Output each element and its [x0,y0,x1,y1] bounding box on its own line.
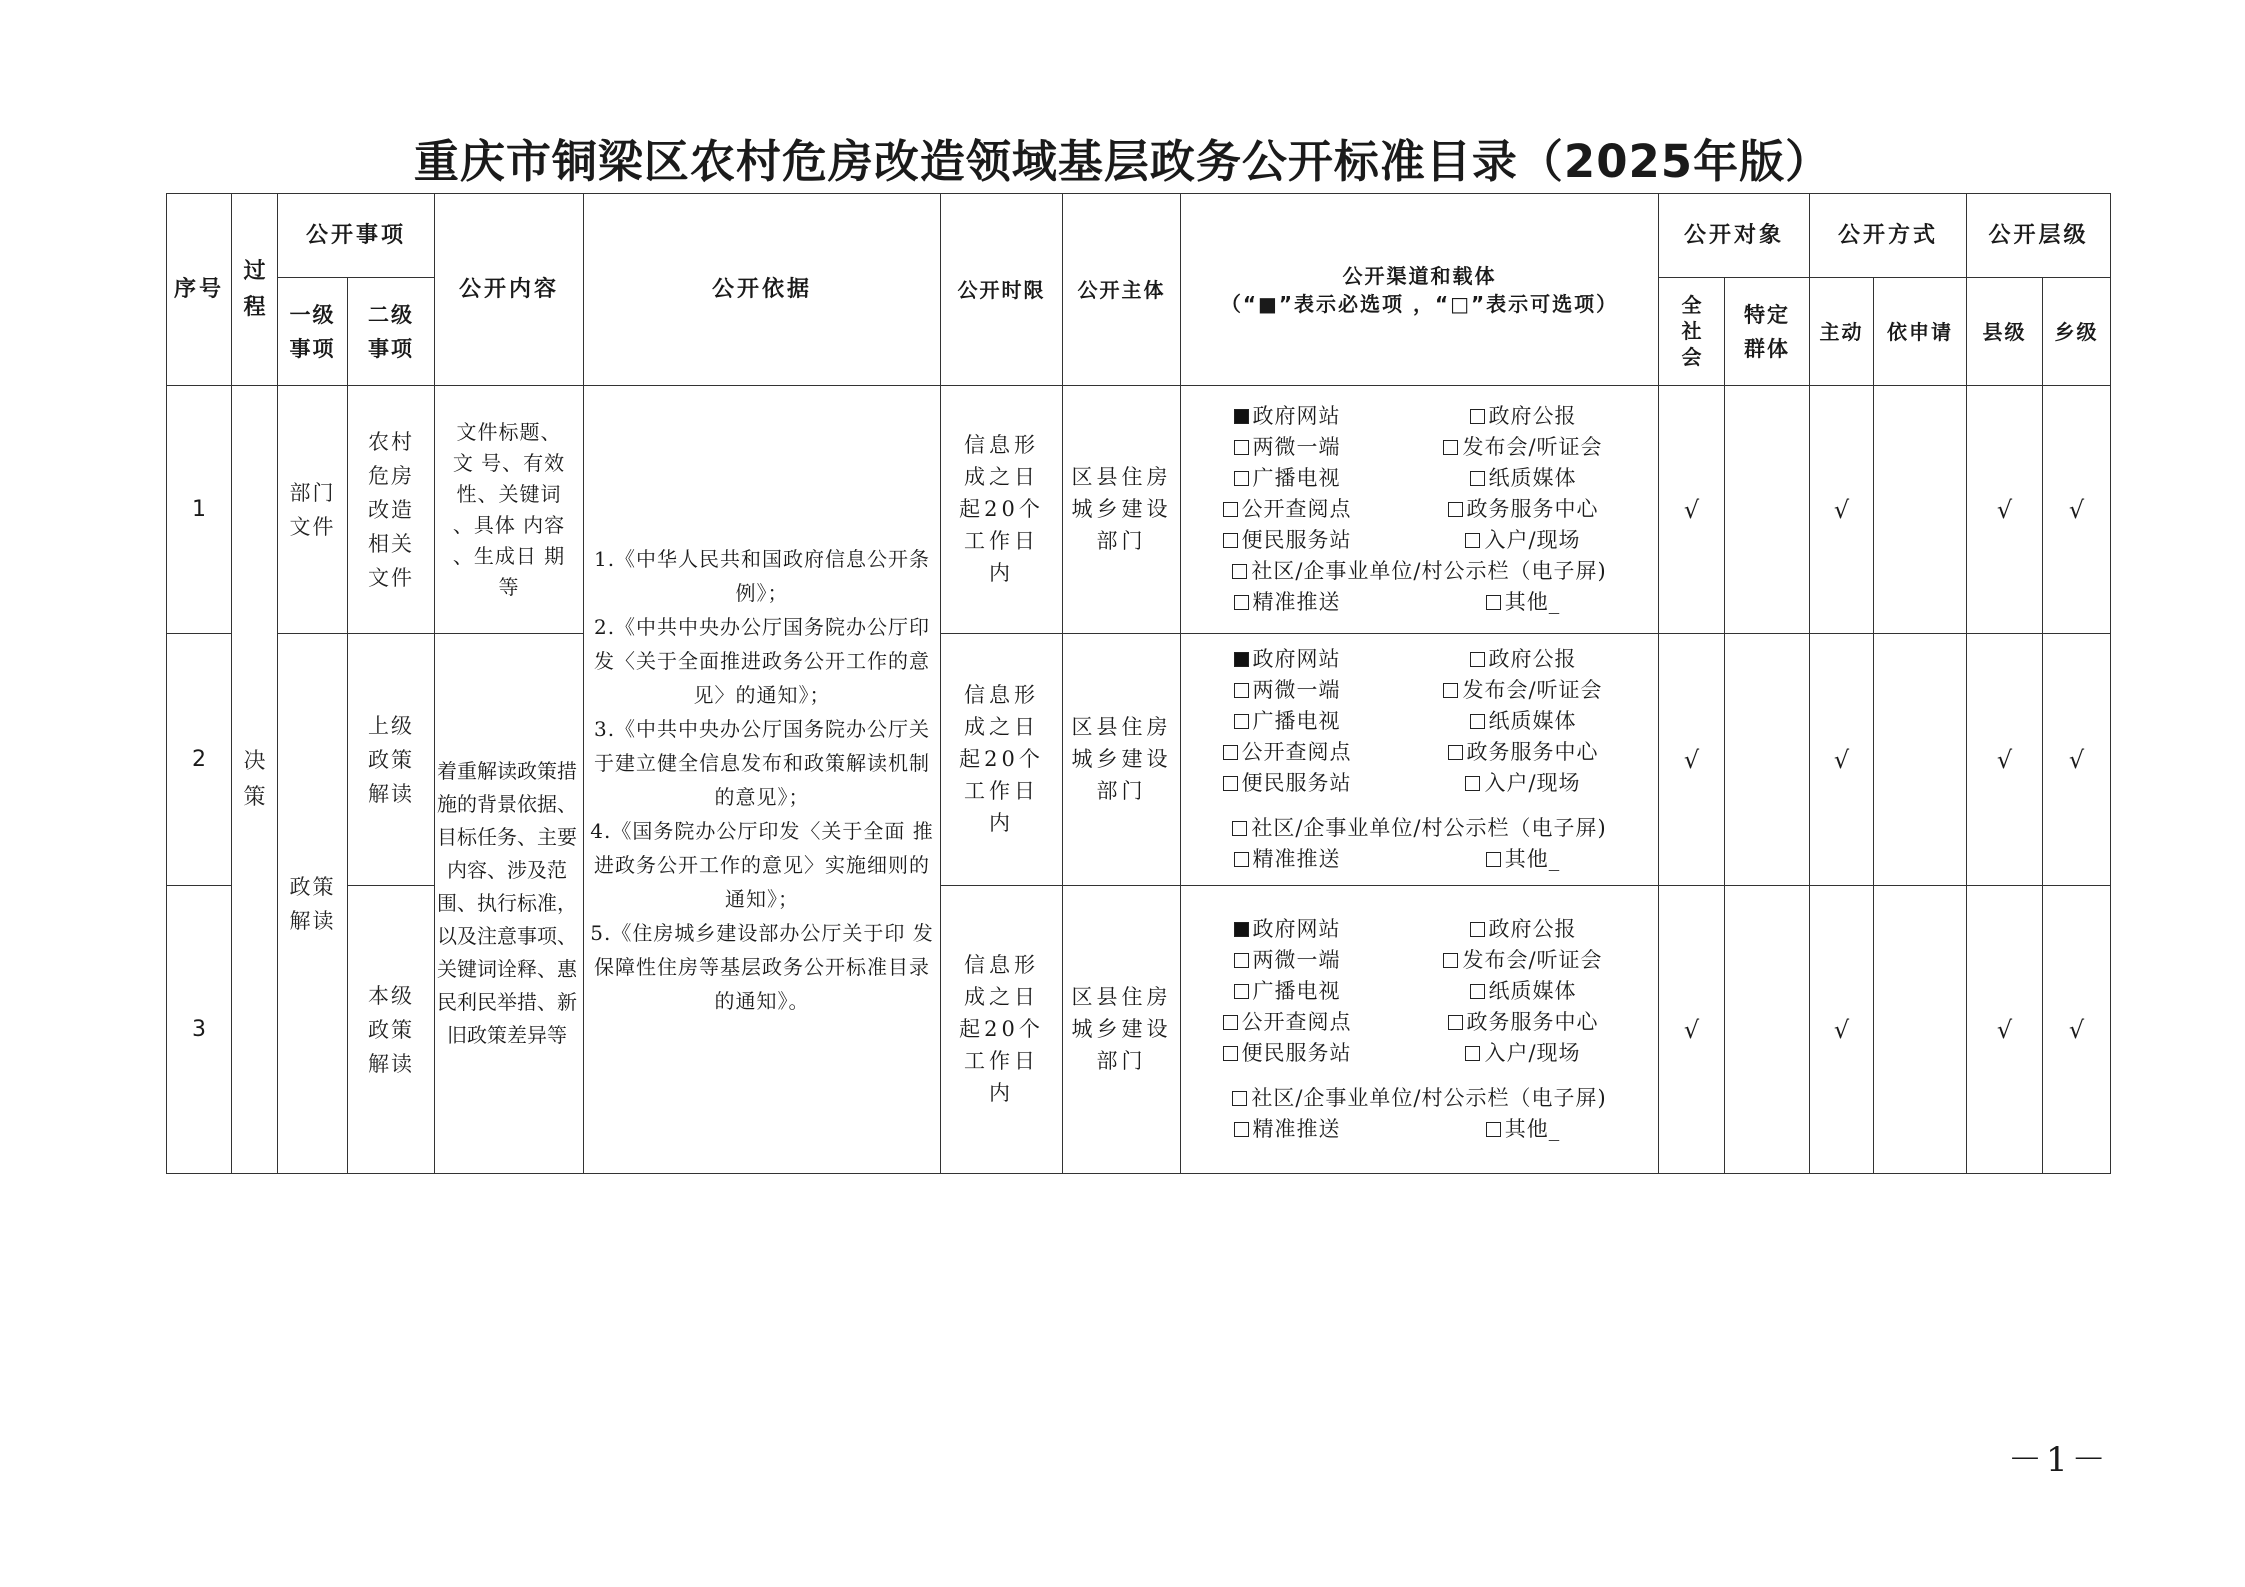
channel-option [1181,494,1393,525]
channel-option-label: 两微一端 [1252,948,1341,972]
empty-checkbox-icon [1448,745,1463,760]
content-cell: 文件标题、 文 号、有效 性、关键词 、具体 内容 、生成日 期 等 [435,386,584,634]
channel-option-label: 政府公报 [1488,647,1577,671]
subject-cell: 区县住房城乡建设部门 [1063,634,1181,886]
empty-checkbox-icon [1470,409,1485,424]
channel-option-label: 两微一端 [1252,435,1341,459]
channel-option-label: 精准推送 [1252,1117,1341,1141]
empty-checkbox-icon [1470,984,1485,999]
channel-option [1393,737,1653,768]
channel-option [1393,1114,1653,1145]
empty-checkbox-icon [1234,953,1249,968]
channel-option-label: 政务服务中心 [1466,497,1599,521]
empty-checkbox-icon [1486,1122,1501,1137]
row-seq: 1 [167,386,232,634]
empty-checkbox-icon [1234,714,1249,729]
channels-cell [1181,634,1659,886]
empty-checkbox-icon [1232,821,1247,836]
time-limit-cell: 信息形成之日起20个工作日内 [941,886,1063,1174]
empty-checkbox-icon [1470,652,1485,667]
row-seq: 3 [167,886,232,1174]
empty-checkbox-icon [1223,533,1238,548]
channel-option-label: 广播电视 [1252,979,1341,1003]
empty-checkbox-icon [1470,714,1485,729]
channel-option-label: 广播电视 [1252,709,1341,733]
channel-option [1393,914,1653,945]
empty-checkbox-icon [1234,852,1249,867]
county-mark: √ [1967,634,2043,886]
table-row [167,634,2111,886]
channel-option [1181,914,1393,945]
basis-item-3: 3.《中共中央办公厅国务院办公厅关于建立健全信息发布和政策解读机制的意见》； [593,716,931,809]
basis-item-4: 4.《国务院办公厅印发〈关于全面 推进政务公开工作的意见〉实施细则的通知》； [590,818,934,911]
channel-option [1393,1007,1653,1038]
empty-checkbox-icon [1470,922,1485,937]
channel-option [1393,844,1653,875]
channel-option-label: 其他_ [1504,590,1561,614]
channel-option-label: 精准推送 [1252,590,1341,614]
process-cell: 决策 [232,386,278,1174]
on-request-mark [1874,886,1967,1174]
on-request-mark [1874,386,1967,634]
channels-cell [1181,386,1659,634]
channel-option-label: 便民服务站 [1241,1041,1352,1065]
header-process: 过程 [232,194,278,386]
channel-option [1393,644,1653,675]
empty-checkbox-icon [1232,564,1247,579]
channel-option [1393,1038,1653,1069]
empty-checkbox-icon [1223,776,1238,791]
empty-checkbox-icon [1465,776,1480,791]
channel-option [1393,463,1653,494]
channel-option [1393,706,1653,737]
channel-option-label: 两微一端 [1252,678,1341,702]
empty-checkbox-icon [1234,440,1249,455]
empty-checkbox-icon [1223,1046,1238,1061]
table-row [167,386,2111,634]
channel-option [1181,1114,1393,1145]
on-request-mark [1874,634,1967,886]
township-mark: √ [2043,634,2111,886]
channel-option-label: 纸质媒体 [1488,979,1577,1003]
channel-option [1181,675,1393,706]
channel-option-label: 纸质媒体 [1488,466,1577,490]
channel-option-label: 其他_ [1504,847,1561,871]
channel-option [1181,768,1393,799]
empty-checkbox-icon [1234,683,1249,698]
active-mark: √ [1810,886,1874,1174]
channel-option-label: 发布会/听证会 [1462,678,1603,702]
channel-option [1393,401,1653,432]
header-channel-title: 公开渠道和载体 [1342,263,1497,288]
channel-option-label: 纸质媒体 [1488,709,1577,733]
level2-cell: 本级政策解读 [348,886,435,1174]
channel-option-label: 政府网站 [1252,647,1341,671]
empty-checkbox-icon [1448,502,1463,517]
channel-option-label: 公开查阅点 [1241,497,1352,521]
channel-option [1181,587,1393,618]
channel-option-label: 公开查阅点 [1241,740,1352,764]
basis-item-1: 1.《中华人民共和国政府信息公开条例》； [593,546,931,605]
channel-option [1393,768,1653,799]
channel-option [1181,1038,1393,1069]
empty-checkbox-icon [1234,1122,1249,1137]
empty-checkbox-icon [1470,471,1485,486]
level2-cell: 农村危房改造相关文件 [348,386,435,634]
header-on-request: 依申请 [1874,278,1967,386]
channel-option [1181,432,1393,463]
specific-group-mark [1725,386,1810,634]
empty-checkbox-icon [1232,1091,1247,1106]
header-level2: 二级事项 [348,278,435,386]
channel-option-label: 政府网站 [1252,917,1341,941]
whole-society-mark: √ [1659,634,1725,886]
header-active: 主动 [1810,278,1874,386]
channel-option-label: 社区/企事业单位/村公示栏（电子屏) [1251,816,1607,840]
header-channel [1181,194,1659,386]
channel-option [1393,432,1653,463]
channel-option [1232,816,1606,840]
header-level1: 一级事项 [278,278,348,386]
channel-option [1393,675,1653,706]
channel-option-label: 发布会/听证会 [1462,948,1603,972]
header-township: 乡级 [2043,278,2111,386]
filled-checkbox-icon [1234,409,1249,424]
township-mark: √ [2043,886,2111,1174]
channel-option-label: 政务服务中心 [1466,1010,1599,1034]
channel-option-label: 政务服务中心 [1466,740,1599,764]
county-mark: √ [1967,386,2043,634]
level2-cell: 上级政策解读 [348,634,435,886]
time-limit-cell: 信息形成之日起20个工作日内 [941,386,1063,634]
empty-checkbox-icon [1486,852,1501,867]
channel-option-label: 入户/现场 [1484,1041,1581,1065]
header-time-limit: 公开时限 [941,194,1063,386]
channel-option [1393,587,1653,618]
empty-checkbox-icon [1443,953,1458,968]
channel-option [1393,525,1653,556]
filled-checkbox-icon [1234,652,1249,667]
empty-checkbox-icon [1448,1015,1463,1030]
empty-checkbox-icon [1234,595,1249,610]
whole-society-mark: √ [1659,886,1725,1174]
empty-checkbox-icon [1486,595,1501,610]
basis-item-5: 5.《住房城乡建设部办公厅关于印 发保障性住房等基层政务公开标准目录的通知》。 [590,920,934,1013]
header-county: 县级 [1967,278,2043,386]
row-seq: 2 [167,634,232,886]
empty-checkbox-icon [1223,1015,1238,1030]
time-limit-cell: 信息形成之日起20个工作日内 [941,634,1063,886]
level1-cell: 政策解读 [278,634,348,1174]
channel-option-label: 社区/企事业单位/村公示栏（电子屏) [1251,559,1607,583]
channel-option [1181,737,1393,768]
channel-option [1181,976,1393,1007]
channel-option [1393,945,1653,976]
channel-option [1393,976,1653,1007]
channel-option-label: 便民服务站 [1241,528,1352,552]
basis-item-2: 2.《中共中央办公厅国务院办公厅印发〈关于全面推进政务公开工作的意见〉的通知》； [593,614,931,707]
page-number: －1－ [2008,1440,2110,1480]
filled-checkbox-icon [1234,922,1249,937]
channel-option-label: 政府公报 [1488,917,1577,941]
empty-checkbox-icon [1234,984,1249,999]
channel-option-label: 政府公报 [1488,404,1577,428]
empty-checkbox-icon [1465,533,1480,548]
empty-checkbox-icon [1234,471,1249,486]
channel-option [1181,401,1393,432]
township-mark: √ [2043,386,2111,634]
header-basis: 公开依据 [584,194,941,386]
channels-cell [1181,886,1659,1174]
header-content: 公开内容 [435,194,584,386]
specific-group-mark [1725,634,1810,886]
empty-checkbox-icon [1443,683,1458,698]
channel-option-label: 便民服务站 [1241,771,1352,795]
header-specific-group: 特定群体 [1725,278,1810,386]
subject-cell: 区县住房城乡建设部门 [1063,386,1181,634]
header-level: 公开层级 [1967,194,2111,278]
channel-option [1181,1007,1393,1038]
channel-option [1393,494,1653,525]
header-method: 公开方式 [1810,194,1967,278]
channel-option-label: 入户/现场 [1484,771,1581,795]
active-mark: √ [1810,386,1874,634]
whole-society-mark: √ [1659,386,1725,634]
content-cell: 着重解读政策措施的背景依据、目标任务、主要内容、涉及范围、执行标准，以及注意事项、关键词诠释、惠民利民举措、新旧政策差异等 [435,634,584,1174]
channel-option-label: 公开查阅点 [1241,1010,1352,1034]
header-target: 公开对象 [1659,194,1810,278]
level1-cell: 部门文件 [278,386,348,634]
channel-option [1181,463,1393,494]
channel-option-label: 精准推送 [1252,847,1341,871]
channel-option-label: 广播电视 [1252,466,1341,490]
channel-option [1181,525,1393,556]
empty-checkbox-icon [1223,745,1238,760]
document-title: 重庆市铜梁区农村危房改造领域基层政务公开标准目录（2025年版） [413,135,1832,188]
channel-option-label: 政府网站 [1252,404,1341,428]
subject-cell: 区县住房城乡建设部门 [1063,886,1181,1174]
header-seq: 序号 [167,194,232,386]
channel-option-label: 入户/现场 [1484,528,1581,552]
header-row-1 [167,194,2111,278]
basis-cell [584,386,941,1174]
channel-option-label: 社区/企事业单位/村公示栏（电子屏) [1251,1086,1607,1110]
channel-option [1181,844,1393,875]
channel-option-label: 其他_ [1504,1117,1561,1141]
disclosure-catalog-table [166,193,2111,1174]
active-mark: √ [1810,634,1874,886]
channel-option [1181,644,1393,675]
channel-option [1181,945,1393,976]
county-mark: √ [1967,886,2043,1174]
empty-checkbox-icon [1223,502,1238,517]
channel-option [1181,706,1393,737]
channel-option [1232,1086,1606,1110]
header-channel-note: （“■”表示必选项 ，“□”表示可选项） [1220,291,1619,316]
channel-option [1232,559,1606,583]
specific-group-mark [1725,886,1810,1174]
header-whole-society: 全社会 [1659,278,1725,386]
empty-checkbox-icon [1465,1046,1480,1061]
channel-option-label: 发布会/听证会 [1462,435,1603,459]
empty-checkbox-icon [1443,440,1458,455]
header-items: 公开事项 [278,194,435,278]
header-subject: 公开主体 [1063,194,1181,386]
